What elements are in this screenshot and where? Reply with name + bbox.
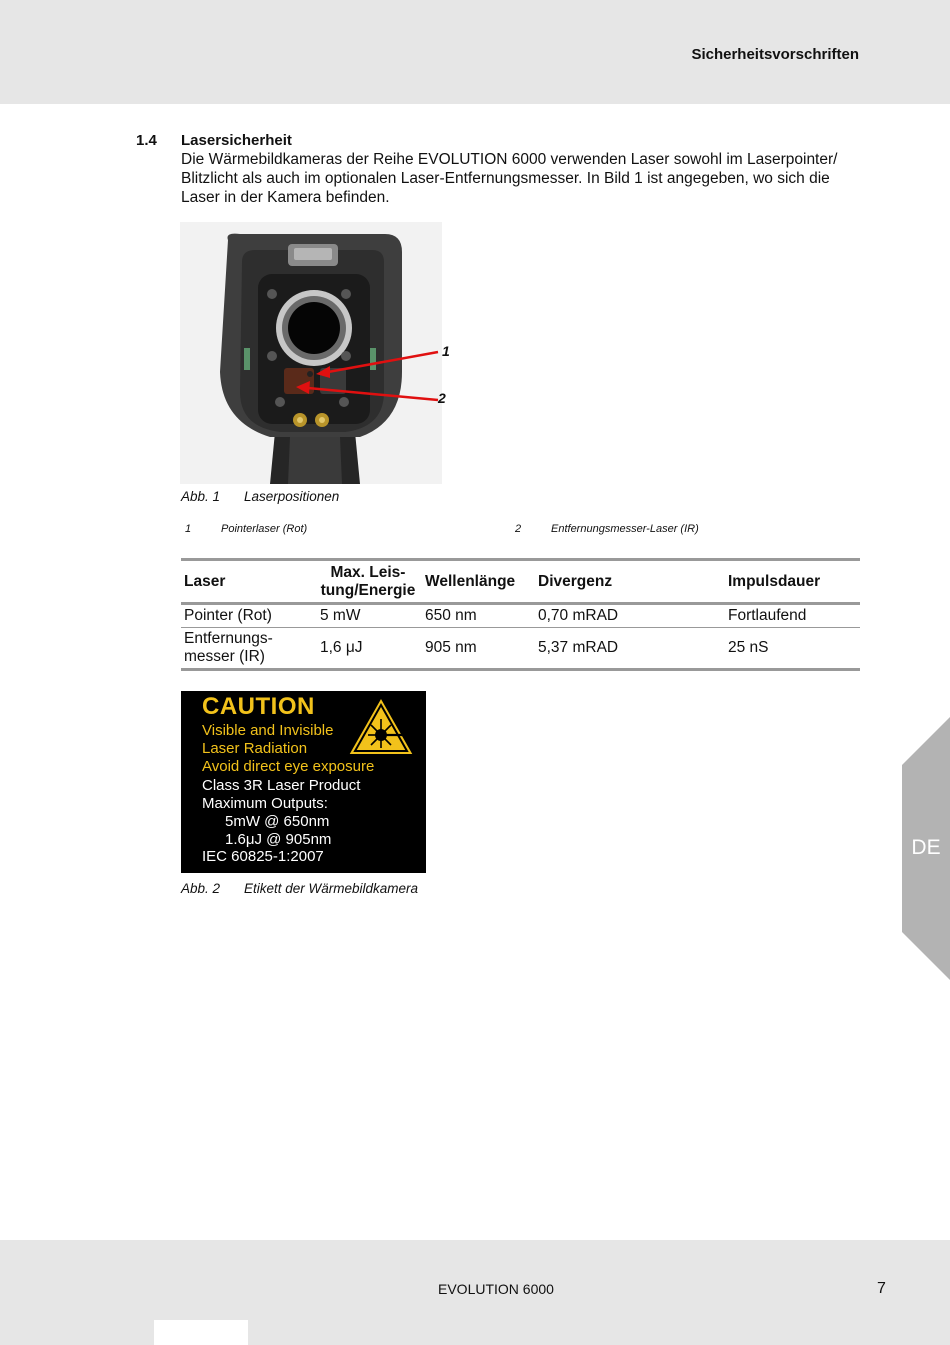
info-line: Class 3R Laser Product [202, 777, 361, 794]
legend-number: 1 [185, 523, 192, 535]
section-title: Lasersicherheit [181, 132, 292, 149]
header-title: Sicherheitsvorschriften [691, 46, 859, 63]
figure2-caption-text: Etikett der Wärmebildkamera [244, 881, 419, 896]
warning-line: Visible and Invisible [202, 722, 334, 739]
table-header-cell: Laser [184, 572, 226, 590]
table-cell: 5,37 mRAD [538, 639, 619, 656]
table-cell: Pointer (Rot) [184, 607, 272, 624]
legend-number: 2 [515, 523, 522, 535]
laser-warning-icon [346, 695, 416, 757]
figure2-caption-label: Abb. 2 [181, 881, 221, 896]
legend-item [515, 523, 699, 535]
camera-photo [180, 222, 442, 484]
info-line: Maximum Outputs: [202, 795, 328, 812]
warning-line: Avoid direct eye exposure [202, 758, 375, 775]
table-header-cell: Wellenlänge [425, 572, 516, 590]
figure1-caption-text: Laserpositionen [244, 489, 340, 504]
info-line: 5mW @ 650nm [225, 813, 330, 830]
table-cell: Entfernungs- messer (IR) [184, 630, 273, 665]
section-body: Die Wärmebildkameras der Reihe EVOLUTION 6000 verwenden Laser sowohl im Laserpointer/ Blitzlicht als auch im optionalen Laser-Entfernungsmesser. In Bild 1 ist angegeben, wo sich die Laser in der Kamera befinden. [181, 151, 838, 206]
table-cell: Fortlaufend [728, 607, 807, 624]
figure2-caption [181, 881, 418, 896]
footer-strip [154, 1320, 248, 1345]
figure1-caption-label: Abb. 1 [181, 489, 221, 504]
caution-heading: CAUTION [202, 693, 315, 720]
table-cell: 5 mW [320, 607, 361, 624]
callout-1: 1 [442, 343, 450, 359]
info-line: IEC 60825-1:2007 [202, 848, 324, 865]
legend-item [185, 523, 307, 535]
table-header-cell: Impulsdauer [728, 572, 821, 590]
legend-text: Pointerlaser (Rot) [221, 523, 308, 535]
footer-product: EVOLUTION 6000 [438, 1281, 554, 1297]
table-cell: 0,70 mRAD [538, 607, 619, 624]
table-cell: 650 nm [425, 607, 477, 624]
figure1-caption [181, 489, 339, 504]
table-header-cell: Divergenz [538, 572, 613, 590]
table-row [181, 604, 860, 628]
table-cell: 905 nm [425, 639, 477, 656]
table-header-row [181, 560, 860, 604]
laser-table [181, 558, 860, 671]
table-row [181, 628, 860, 670]
table-cell: 25 nS [728, 639, 769, 656]
info-line: 1.6μJ @ 905nm [225, 831, 332, 848]
table-cell: 1,6 μJ [320, 639, 363, 656]
warning-line: Laser Radiation [202, 740, 308, 757]
callout-2: 2 [438, 390, 446, 406]
page-number: 7 [877, 1280, 886, 1297]
table-header-cell: Max. Leis- tung/Energie [320, 563, 416, 599]
caution-label [181, 691, 426, 873]
section-number: 1.4 [136, 132, 157, 149]
language-label: DE [911, 836, 941, 859]
legend-text: Entfernungsmesser-Laser (IR) [551, 523, 699, 535]
